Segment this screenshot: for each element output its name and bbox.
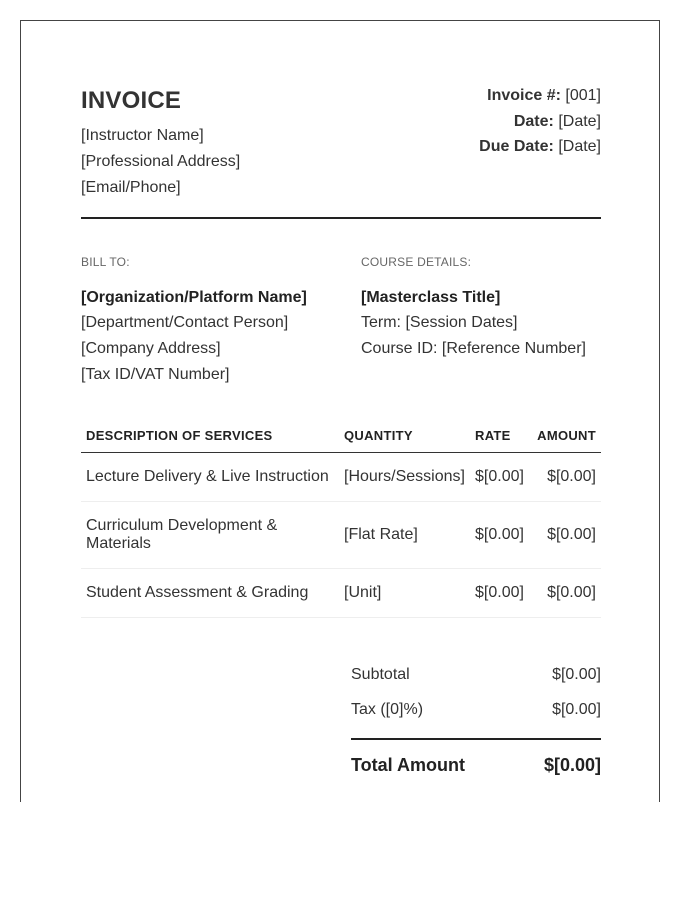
table-row	[81, 502, 601, 569]
service-quantity: [Flat Rate]	[339, 502, 470, 569]
bill-to-contact: [Department/Contact Person]	[81, 314, 289, 332]
bill-to-tax-id: [Tax ID/VAT Number]	[81, 365, 230, 383]
subtotal-label: Subtotal	[351, 666, 410, 683]
table-row	[81, 453, 601, 502]
service-description: Lecture Delivery & Live Instruction	[81, 453, 339, 502]
total-value: $[0.00]	[543, 755, 601, 775]
service-rate: $[0.00]	[470, 453, 529, 502]
tax-row	[351, 692, 601, 727]
bill-to-organization: [Organization/Platform Name]	[81, 288, 307, 306]
invoice-number-label: Invoice #:	[487, 87, 561, 104]
column-header-amount: AMOUNT	[529, 419, 601, 453]
tax-value: $[0.00]	[552, 701, 601, 718]
invoice-date-row	[479, 109, 601, 135]
invoice-header	[81, 83, 601, 219]
tax-label: Tax ([0]%)	[351, 701, 424, 718]
invoice-date-label: Date:	[513, 112, 554, 130]
service-quantity: [Hours/Sessions]	[339, 453, 470, 502]
column-header-rate: RATE	[470, 419, 529, 453]
course-details-section	[361, 250, 586, 362]
invoice-number-row	[479, 83, 601, 109]
bill-to-heading: BILL TO:	[81, 255, 130, 269]
service-description: Curriculum Development & Materials	[81, 502, 339, 569]
due-date-value: [Date]	[558, 138, 601, 155]
email-phone: [Email/Phone]	[81, 179, 181, 196]
invoice-date-value: [Date]	[558, 112, 601, 130]
service-amount: $[0.00]	[529, 569, 601, 618]
professional-address: [Professional Address]	[81, 153, 241, 170]
due-date-label: Due Date:	[479, 138, 554, 155]
column-header-description: DESCRIPTION OF SERVICES	[81, 419, 339, 453]
due-date-row	[479, 134, 601, 160]
course-details-heading: COURSE DETAILS:	[361, 255, 472, 269]
service-rate: $[0.00]	[470, 502, 529, 569]
service-description: Student Assessment & Grading	[81, 569, 339, 618]
bill-to-address: [Company Address]	[81, 340, 221, 358]
course-title: [Masterclass Title]	[361, 288, 501, 306]
total-label: Total Amount	[351, 755, 465, 775]
invoice-title: INVOICE	[81, 87, 182, 114]
invoice-meta	[479, 83, 601, 160]
bill-to-section	[81, 250, 307, 388]
subtotal-value: $[0.00]	[552, 666, 601, 683]
invoice-number-value: [001]	[565, 87, 601, 104]
sender-info	[81, 123, 240, 201]
column-header-quantity: QUANTITY	[339, 419, 470, 453]
totals-section	[351, 657, 601, 790]
service-amount: $[0.00]	[529, 453, 601, 502]
course-id: Course ID: [Reference Number]	[361, 340, 586, 358]
total-row	[351, 738, 601, 790]
invoice-page	[20, 20, 660, 802]
service-rate: $[0.00]	[470, 569, 529, 618]
course-term: Term: [Session Dates]	[361, 314, 518, 332]
subtotal-row	[351, 657, 601, 692]
service-quantity: [Unit]	[339, 569, 470, 618]
services-table	[81, 419, 601, 618]
service-amount: $[0.00]	[529, 502, 601, 569]
table-header-row	[81, 419, 601, 453]
table-row	[81, 569, 601, 618]
instructor-name: [Instructor Name]	[81, 127, 204, 144]
